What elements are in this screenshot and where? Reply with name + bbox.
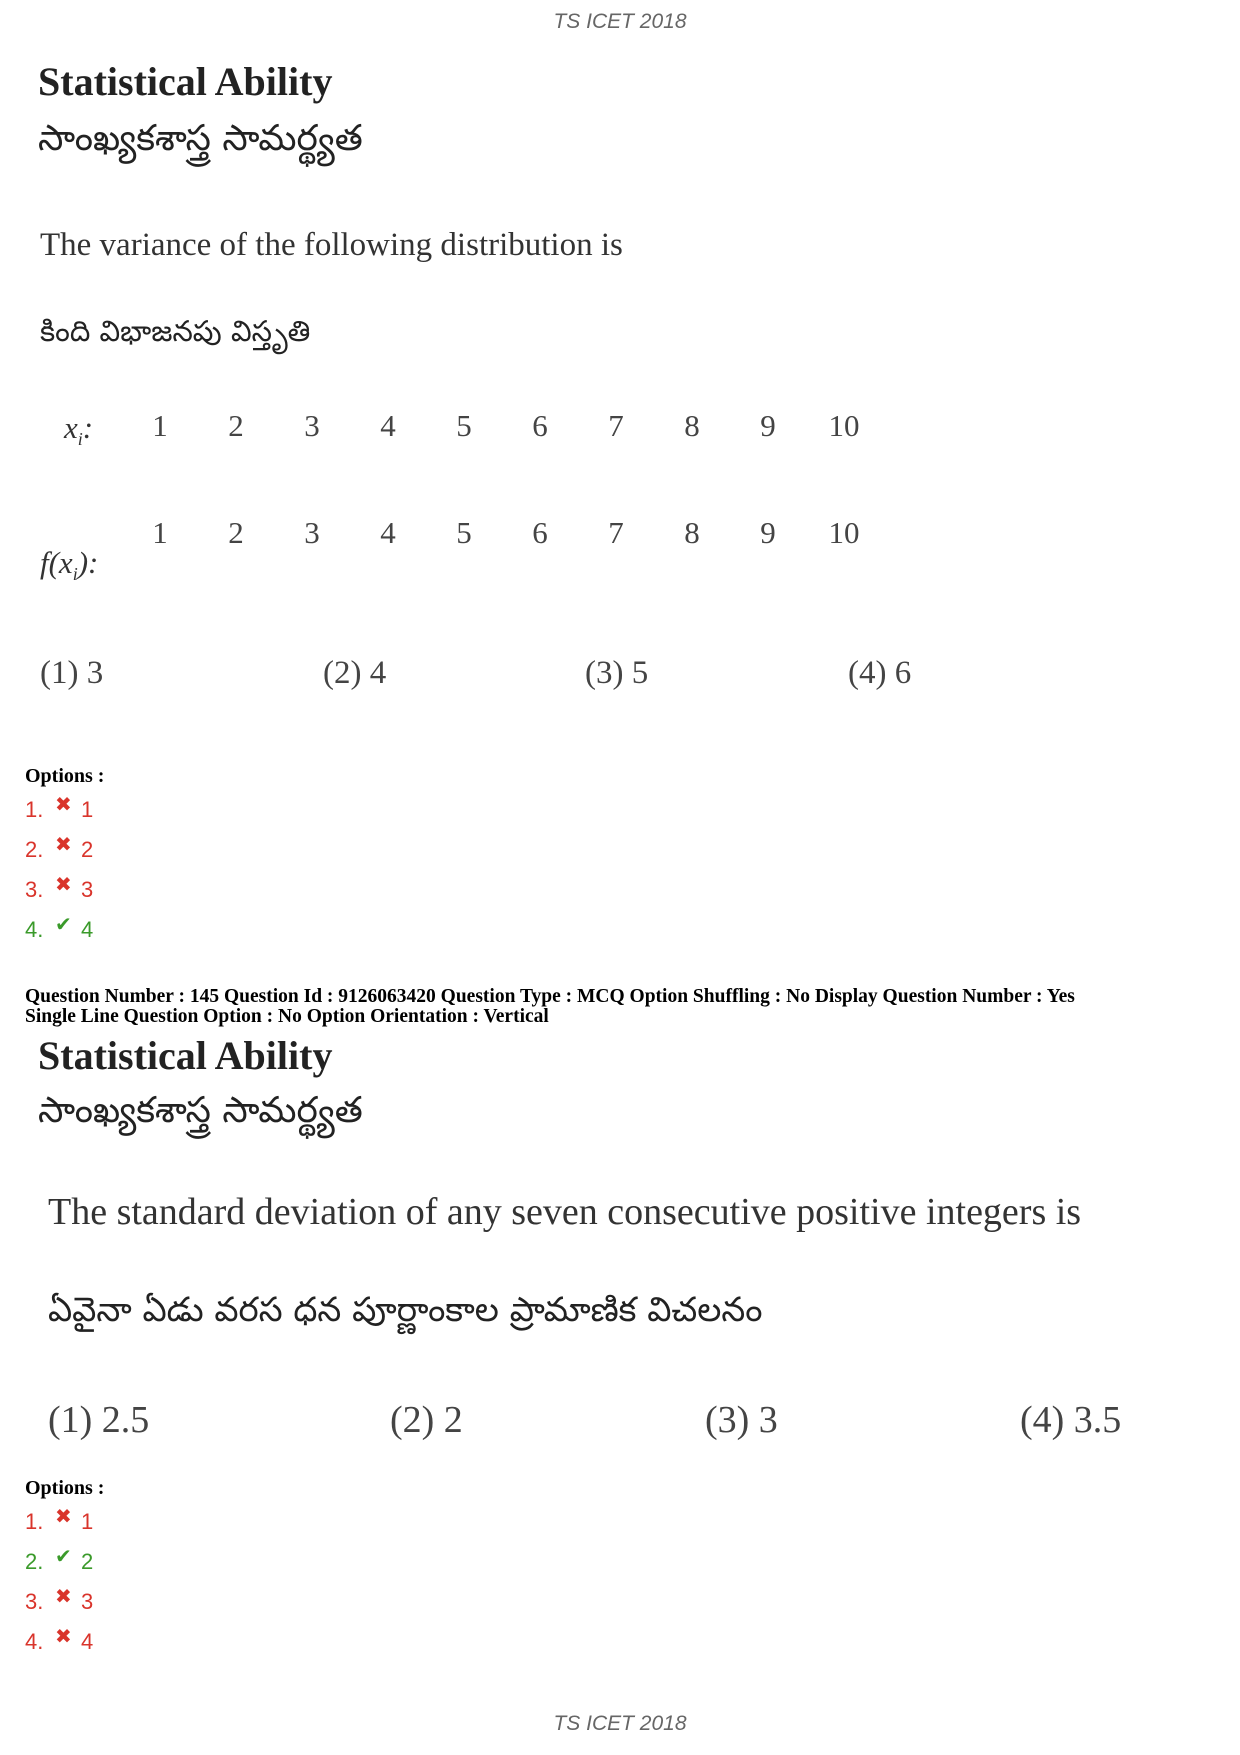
option-number: 1. <box>25 797 44 822</box>
q1-f-value: 1 <box>152 515 168 550</box>
q1-f-label: $f(x_i)$: <box>40 545 99 585</box>
q1-choice-3: (3) 5 <box>585 655 649 691</box>
q2-options-heading: Options : <box>25 1477 105 1499</box>
q1-option-1 <box>25 795 93 825</box>
page-header: TS ICET 2018 <box>553 10 687 33</box>
q1-x-value: 7 <box>608 408 624 443</box>
option-number: 2. <box>25 837 44 862</box>
option-text: 4 <box>81 917 94 942</box>
q1-options-heading: Options : <box>25 765 105 787</box>
q1-x-value: 5 <box>456 408 472 443</box>
option-text: 1 <box>81 1509 94 1534</box>
q1-x-value: 3 <box>304 408 320 443</box>
cross-icon: ✖ <box>55 1586 72 1608</box>
option-text: 1 <box>81 797 94 822</box>
q2-meta-line-1: Question Number : 145 Question Id : 9126063420 Question Type : MCQ Option Shuffling : No Display Question Number : Yes <box>25 986 1075 1007</box>
q1-subject-english: Statistical Ability <box>38 59 333 104</box>
option-number: 4. <box>25 917 44 942</box>
q2-stem-telugu: ఏవైనా ఏడు వరస ధన పూర్ణాంకాల ప్రామాణిక విచలనం <box>48 1290 763 1330</box>
q1-stem-telugu: కింది విభాజనపు విస్తృతి <box>40 314 311 348</box>
q2-choice-4: (4) 3.5 <box>1020 1399 1122 1441</box>
q2-choice-1: (1) 2.5 <box>48 1399 150 1441</box>
option-text: 2 <box>81 1549 94 1574</box>
q1-x-value: 6 <box>532 408 548 443</box>
q1-x-label: $x_i$: <box>64 410 94 450</box>
q1-x-values-row <box>130 408 874 444</box>
option-number: 2. <box>25 1549 44 1574</box>
cross-icon: ✖ <box>55 1626 72 1648</box>
q2-option-2 <box>25 1547 93 1577</box>
option-text: 4 <box>81 1629 94 1654</box>
q1-x-value: 8 <box>684 408 700 443</box>
q1-subject-telugu: సాంఖ్యకశాస్త్ర సామర్థ్యత <box>38 118 363 159</box>
q2-stem-english: The standard deviation of any seven consecutive positive integers is <box>48 1191 1082 1233</box>
option-text: 3 <box>81 1589 94 1614</box>
q1-option-2 <box>25 835 93 865</box>
q2-meta-line-2: Single Line Question Option : No Option Orientation : Vertical <box>25 1006 549 1027</box>
q2-option-3 <box>25 1587 93 1617</box>
q1-f-value: 5 <box>456 515 472 550</box>
option-text: 2 <box>81 837 94 862</box>
q1-f-value: 7 <box>608 515 624 550</box>
q1-x-value: 10 <box>828 408 860 443</box>
q1-f-value: 6 <box>532 515 548 550</box>
cross-icon: ✖ <box>55 1506 72 1528</box>
cross-icon: ✖ <box>55 874 72 896</box>
option-number: 4. <box>25 1629 44 1654</box>
q1-choice-4: (4) 6 <box>848 655 912 691</box>
q2-option-1 <box>25 1507 93 1537</box>
q1-option-3 <box>25 875 93 905</box>
q2-choice-2: (2) 2 <box>390 1399 463 1441</box>
q1-choice-2: (2) 4 <box>323 655 387 691</box>
q1-f-values-row <box>130 515 874 551</box>
page-footer: TS ICET 2018 <box>553 1712 687 1735</box>
q1-f-value: 9 <box>760 515 776 550</box>
option-number: 3. <box>25 1589 44 1614</box>
q2-option-4 <box>25 1627 93 1657</box>
q2-subject-english: Statistical Ability <box>38 1033 333 1078</box>
option-number: 3. <box>25 877 44 902</box>
option-text: 3 <box>81 877 94 902</box>
q2-subject-telugu: సాంఖ్యకశాస్త్ర సామర్థ్యత <box>38 1090 363 1131</box>
q1-x-value: 4 <box>380 408 396 443</box>
q1-f-value: 10 <box>828 515 860 550</box>
option-number: 1. <box>25 1509 44 1534</box>
cross-icon: ✖ <box>55 834 72 856</box>
q1-x-value: 9 <box>760 408 776 443</box>
q2-choice-3: (3) 3 <box>705 1399 778 1441</box>
check-icon: ✔ <box>55 1546 72 1568</box>
q1-stem-english: The variance of the following distribution is <box>40 227 623 263</box>
q1-f-value: 2 <box>228 515 244 550</box>
q1-f-value: 4 <box>380 515 396 550</box>
q1-x-value: 1 <box>152 408 168 443</box>
q1-f-value: 8 <box>684 515 700 550</box>
q1-choice-1: (1) 3 <box>40 655 104 691</box>
q1-f-value: 3 <box>304 515 320 550</box>
q1-option-4 <box>25 915 93 945</box>
check-icon: ✔ <box>55 914 72 936</box>
q1-x-value: 2 <box>228 408 244 443</box>
cross-icon: ✖ <box>55 794 72 816</box>
